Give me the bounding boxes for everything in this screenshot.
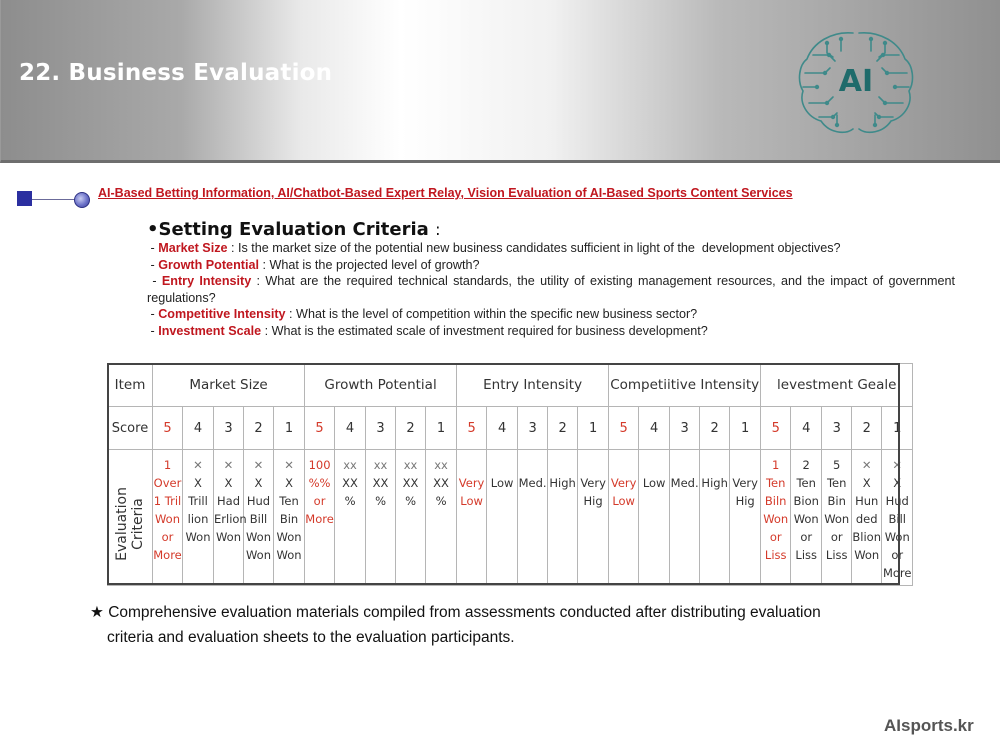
criteria-cell-line: XX <box>372 476 389 490</box>
criteria-heading-text: •Setting Evaluation Criteria <box>147 219 429 240</box>
criteria-cell <box>882 450 913 586</box>
criteria-cell <box>609 450 639 586</box>
criteria-cell-line: Blion <box>852 530 881 544</box>
criterion-term: Growth Potential <box>158 257 259 272</box>
criteria-cell <box>274 450 305 586</box>
evaluation-table <box>107 363 913 586</box>
criterion-entry-intensity <box>147 273 955 306</box>
criteria-cell-line: Hud <box>246 494 271 508</box>
score-cell: 1 <box>578 407 609 450</box>
score-cell: 1 <box>882 407 913 450</box>
score-cell: 5 <box>609 407 639 450</box>
score-cell: 3 <box>518 407 548 450</box>
criteria-cell-line: X <box>224 476 233 490</box>
criteria-cell <box>335 450 366 586</box>
criterion-text: : What are the required technical standards, the utility of existing management resources, and the impact of government regulations? <box>147 274 956 305</box>
criteria-cell-line: or <box>891 548 904 562</box>
criteria-cell-line: ✕ <box>223 458 234 472</box>
header-group-cell: levestment Geale <box>761 364 913 407</box>
score-cell: 3 <box>822 407 852 450</box>
criteria-cell-line: Biln <box>764 494 787 508</box>
criteria-cell-line <box>639 456 669 474</box>
criterion-growth-potential <box>147 257 955 274</box>
table-criteria-row <box>108 450 913 586</box>
section-bullet-line <box>32 199 77 200</box>
score-cell: 3 <box>670 407 700 450</box>
criteria-cell-line: 1 <box>772 458 780 472</box>
criteria-cell-line: Bion <box>793 494 819 508</box>
criterion-market-size <box>147 240 955 257</box>
criteria-cell-line: ded <box>855 512 878 526</box>
criteria-cell-line: Liss <box>825 548 848 562</box>
criteria-cell-line: Low <box>460 494 483 508</box>
criterion-text: : Is the market size of the potential new business candidates sufficient in light of the development objectives? <box>227 241 841 255</box>
criteria-cell <box>487 450 518 586</box>
criteria-cell <box>730 450 761 586</box>
criteria-cell-line <box>487 456 517 474</box>
evaluation-table-wrapper <box>107 363 912 585</box>
header-banner <box>0 0 1000 163</box>
criteria-cell <box>700 450 730 586</box>
criterion-term: Entry Intensity <box>161 274 252 289</box>
footer-brand: AIsports.kr <box>884 716 974 735</box>
score-cell: 5 <box>457 407 487 450</box>
criteria-cell-line <box>518 456 547 474</box>
criteria-label-cell <box>108 450 153 586</box>
section-bullet-square <box>17 191 32 206</box>
header-group-cell: Growth Potential <box>305 364 457 407</box>
score-cell: 4 <box>791 407 822 450</box>
criteria-cell <box>548 450 578 586</box>
criteria-cell-line: Won <box>276 530 302 544</box>
criteria-cell-line: Med. <box>670 476 699 490</box>
score-cell: 2 <box>700 407 730 450</box>
criteria-cell-line: High <box>701 476 728 490</box>
criteria-cell-line: X <box>254 476 263 490</box>
criteria-cell-line: Very <box>732 476 758 490</box>
criteria-cell-line <box>457 456 486 474</box>
header-item-cell: Item <box>108 364 153 407</box>
criteria-cell <box>214 450 247 586</box>
criteria-cell-line: Won <box>245 530 272 544</box>
score-cell: 1 <box>274 407 305 450</box>
score-cell: 3 <box>366 407 396 450</box>
criterion-prefix: - <box>147 257 159 272</box>
criteria-cell <box>518 450 548 586</box>
score-cell: 4 <box>487 407 518 450</box>
criteria-cell-line: Won <box>276 548 302 562</box>
criteria-cell-line <box>578 456 608 474</box>
score-cell: 5 <box>305 407 335 450</box>
criteria-cell-line: ✕ <box>253 458 264 472</box>
criterion-text: : What is the level of competition within the specific new business sector? <box>285 307 698 322</box>
criteria-cell-line: Won <box>763 512 789 526</box>
criteria-cell-line: Ten <box>765 476 786 490</box>
header-group-cell: Market Size <box>153 364 305 407</box>
criterion-text: : What is the projected level of growth? <box>258 257 480 272</box>
criteria-cell-line: Won <box>185 530 211 544</box>
criteria-cell-line: xx <box>434 458 448 472</box>
criteria-cell-line: Very <box>458 476 485 490</box>
criteria-cell <box>305 450 335 586</box>
criteria-cell-line: Low <box>612 494 635 508</box>
criteria-cell-line: Hud <box>885 494 909 508</box>
criterion-term: Market Size <box>158 241 228 255</box>
criteria-cell-line: Low <box>490 476 514 490</box>
criteria-cell-line: Ten <box>826 476 847 490</box>
criteria-cell-line <box>700 456 729 474</box>
criteria-label-text <box>114 487 146 561</box>
criteria-cell <box>366 450 396 586</box>
criteria-cell-line: XX <box>402 476 419 490</box>
criteria-cell-line: % <box>435 494 447 508</box>
criteria-cell-line: % <box>375 494 387 508</box>
criterion-prefix: - <box>147 323 159 338</box>
score-cell: 2 <box>244 407 274 450</box>
criteria-cell-line: Ten <box>279 494 299 508</box>
score-cell: 1 <box>730 407 761 450</box>
criteria-cell-line: %% <box>308 476 331 490</box>
criteria-cell-line <box>730 456 760 474</box>
page-title: 22. Business Evaluation <box>19 60 333 86</box>
evaluation-criteria-section <box>147 219 955 340</box>
criteria-cell <box>457 450 487 586</box>
criteria-cell-line: Bin <box>827 494 846 508</box>
note-line-2: criteria and evaluation sheets to the evaluation participants. <box>107 629 515 646</box>
criteria-cell-line: Med. <box>518 476 547 490</box>
criteria-cell-line: 100 <box>308 458 331 472</box>
criteria-cell-line: Hig <box>583 494 603 508</box>
criteria-cell <box>244 450 274 586</box>
criteria-cell-line: X <box>862 476 871 490</box>
criteria-heading-colon: : <box>435 220 441 239</box>
criteria-cell-line: Low <box>642 476 666 490</box>
section-bullet-circle-icon <box>74 192 90 208</box>
table-score-row <box>108 407 913 450</box>
note-line-1: ★ Comprehensive evaluation materials compiled from assessments conducted after distributing evaluation <box>90 604 821 621</box>
criteria-cell-line: Won <box>884 530 910 544</box>
table-header-row <box>108 364 913 407</box>
criteria-cell-line: or <box>800 530 813 544</box>
criteria-cell <box>153 450 183 586</box>
criteria-cell-line: Liss <box>764 548 787 562</box>
criteria-cell <box>578 450 609 586</box>
criterion-prefix: - <box>147 274 162 289</box>
score-cell: 2 <box>396 407 426 450</box>
criteria-cell-line: Bin <box>279 512 299 526</box>
criterion-investment-scale <box>147 323 955 340</box>
criteria-cell <box>670 450 700 586</box>
criteria-cell-line: xx <box>403 458 418 472</box>
criteria-cell-line: 5 <box>833 458 841 472</box>
criteria-cell-line: 1 <box>163 458 172 472</box>
criteria-cell-line: Ten <box>796 476 816 490</box>
criteria-cell-line: 1 Tril <box>153 494 182 508</box>
criterion-prefix: - <box>147 307 159 322</box>
criteria-cell-line: Trill <box>188 494 208 508</box>
score-cell: 1 <box>426 407 457 450</box>
criteria-cell-line: or <box>161 530 174 544</box>
criterion-term: Investment Scale <box>158 323 262 338</box>
evaluation-note <box>90 600 903 650</box>
criterion-competitive-intensity <box>147 306 955 323</box>
criteria-cell-line: Erlion <box>214 512 247 526</box>
criteria-cell-line: Very <box>610 476 637 490</box>
criteria-cell <box>396 450 426 586</box>
criteria-cell-line: Won <box>154 512 181 526</box>
header-group-cell: Competiitive Intensity <box>609 364 761 407</box>
criteria-label-word: Evaluation <box>114 487 130 561</box>
criteria-cell-line: lion <box>187 512 209 526</box>
header-group-cell: Entry Intensity <box>457 364 609 407</box>
score-cell: 2 <box>852 407 882 450</box>
criteria-cell-line: X <box>285 476 293 490</box>
criteria-cell-line: Won <box>793 512 819 526</box>
score-cell: 5 <box>153 407 183 450</box>
criteria-cell-line: xx <box>343 458 357 472</box>
criteria-cell-line: Very <box>580 476 606 490</box>
criteria-cell-line: ✕ <box>193 458 203 472</box>
criteria-cell-line: More <box>305 512 334 526</box>
criteria-cell-line: 2 <box>802 458 810 472</box>
criteria-cell-line: High <box>549 476 576 490</box>
score-cell: 4 <box>335 407 366 450</box>
criteria-cell <box>183 450 214 586</box>
criteria-cell-line: ✕ <box>861 458 872 472</box>
criteria-cell-line: or <box>313 494 326 508</box>
criteria-cell-line: xx <box>373 458 388 472</box>
criteria-cell-line: XX <box>342 476 358 490</box>
criteria-label-word: Criteria <box>130 498 146 550</box>
criteria-cell-line: Won <box>215 530 242 544</box>
criteria-cell-line: Bill <box>249 512 268 526</box>
criteria-cell <box>761 450 791 586</box>
criteria-cell-line: Hig <box>735 494 755 508</box>
criteria-cell-line: % <box>405 494 417 508</box>
criteria-cell-line: or <box>830 530 843 544</box>
criteria-cell-line: Had <box>217 494 240 508</box>
criteria-cell-line: Won <box>245 548 272 562</box>
criteria-cell-line: or <box>769 530 782 544</box>
criteria-cell-line: More <box>153 548 182 562</box>
criteria-cell-line: % <box>344 494 356 508</box>
criterion-prefix: - <box>147 241 159 255</box>
score-cell: 5 <box>761 407 791 450</box>
ai-brain-logo-icon <box>791 25 921 143</box>
criteria-heading <box>147 219 955 240</box>
criteria-cell-line <box>670 456 699 474</box>
criteria-cell-line: More <box>882 566 912 580</box>
criteria-cell-line: Bill <box>888 512 906 526</box>
criteria-cell-line <box>548 456 577 474</box>
criteria-cell <box>852 450 882 586</box>
criteria-cell <box>822 450 852 586</box>
criteria-cell-line: XX <box>433 476 449 490</box>
criteria-cell-line: X <box>194 476 202 490</box>
score-label-cell: Score <box>108 407 153 450</box>
criteria-cell <box>426 450 457 586</box>
criteria-cell-line: ✕ <box>284 458 294 472</box>
criteria-cell-line: X <box>893 476 902 490</box>
criteria-cell <box>791 450 822 586</box>
criteria-cell-line <box>609 456 638 474</box>
logo-text: AI <box>838 64 874 99</box>
criterion-text: : What is the estimated scale of investment required for business development? <box>261 323 708 338</box>
criteria-cell-line: Won <box>854 548 880 562</box>
score-cell: 4 <box>183 407 214 450</box>
criteria-cell <box>639 450 670 586</box>
score-cell: 2 <box>548 407 578 450</box>
criteria-cell-line: Over <box>153 476 182 490</box>
criteria-cell-line: Hun <box>855 494 879 508</box>
score-cell: 3 <box>214 407 244 450</box>
criteria-cell-line: ✕ <box>892 458 903 472</box>
score-cell: 4 <box>639 407 670 450</box>
section-subtitle: AI-Based Betting Information, AI/Chatbot-Based Expert Relay, Vision Evaluation of AI-Based Sports Content Services <box>98 186 793 200</box>
criteria-cell-line: Liss <box>795 548 817 562</box>
criteria-cell-line: Won <box>824 512 850 526</box>
criterion-term: Competitive Intensity <box>158 307 286 322</box>
